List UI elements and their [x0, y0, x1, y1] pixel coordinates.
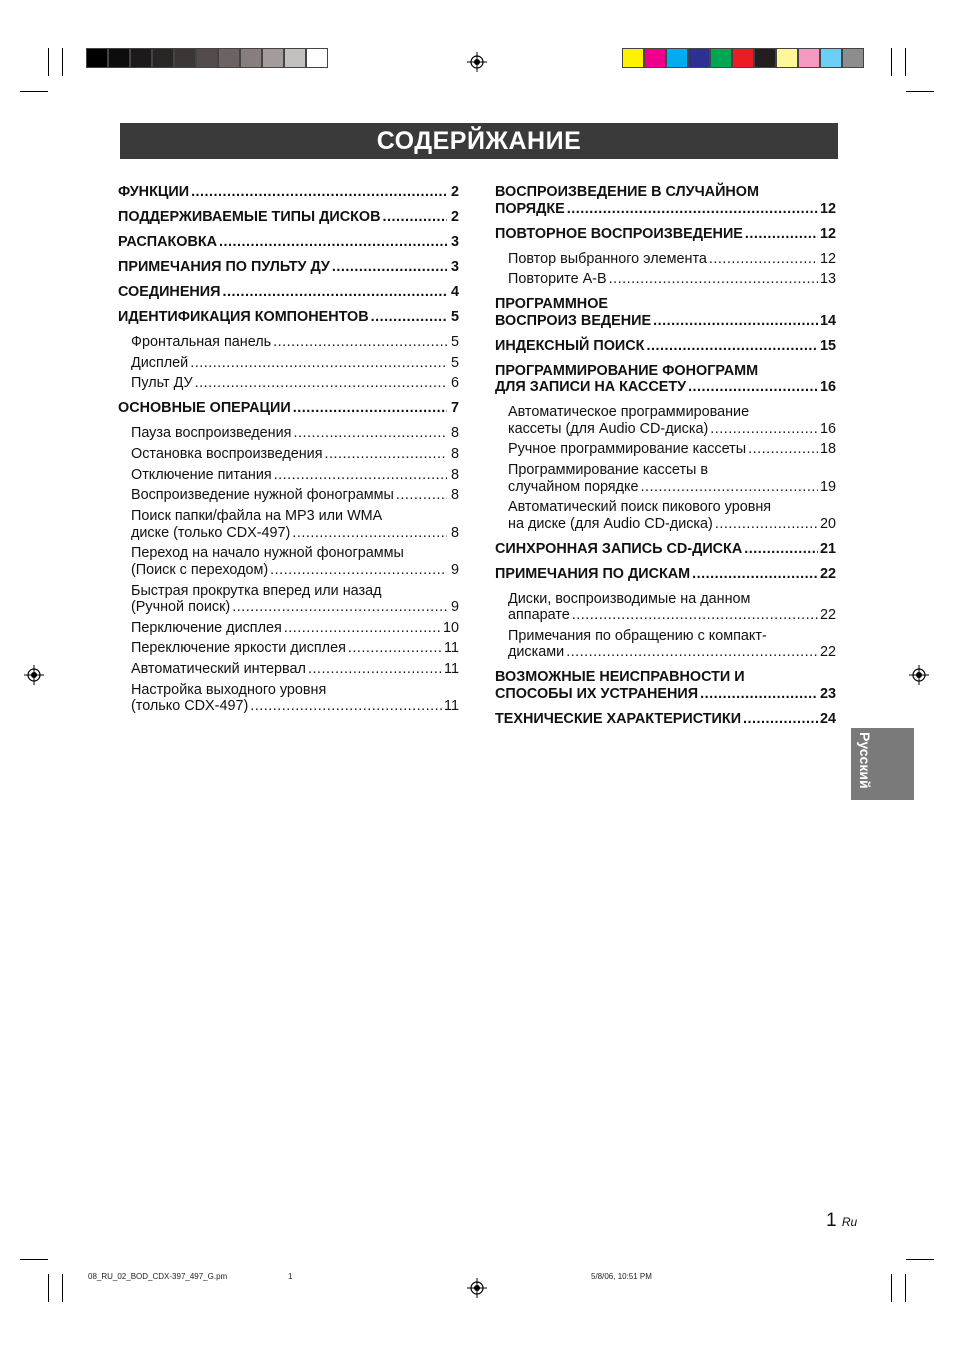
- toc-page-number: 11: [444, 640, 459, 657]
- toc-entry-label: Переход на начало нужной фонограммы: [131, 545, 404, 562]
- color-swatch: [306, 48, 328, 68]
- toc-leader-dots: [232, 599, 447, 616]
- toc-entry-label: ИДЕНТИФИКАЦИЯ КОМПОНЕНТОВ: [118, 309, 369, 325]
- toc-leader-dots: [646, 338, 818, 355]
- toc-entry-label: Перключение дисплея: [131, 619, 282, 636]
- toc-page-number: 12: [819, 250, 836, 267]
- toc-leader-dots: [325, 446, 448, 463]
- toc-page-number: 11: [444, 698, 459, 715]
- toc-leader-dots: [692, 566, 818, 583]
- toc-section-entry[interactable]: [495, 338, 836, 355]
- toc-entry-label: ПРИМЕЧАНИЯ ПО ПУЛЬТУ ДУ: [118, 259, 330, 275]
- toc-entry-line: [131, 562, 459, 579]
- toc-entry-label: Повтор выбранного элемента: [508, 250, 707, 267]
- color-swatch: [798, 48, 820, 68]
- toc-leader-dots: [250, 698, 442, 715]
- toc-subsection-entry[interactable]: [118, 355, 459, 372]
- toc-entry-label: СОЕДИНЕНИЯ: [118, 284, 221, 300]
- toc-subsection-entry[interactable]: [118, 661, 459, 678]
- toc-section-entry[interactable]: [118, 184, 459, 201]
- toc-page-number: 3: [450, 259, 459, 275]
- toc-entry-line: [131, 599, 459, 616]
- toc-entry-line: [508, 516, 836, 533]
- toc-section-entry[interactable]: [495, 363, 836, 396]
- toc-page-number: 2: [450, 184, 459, 200]
- color-swatch: [732, 48, 754, 68]
- toc-entry-line: [495, 379, 836, 396]
- toc-entry-label: Фронтальная панель: [131, 334, 272, 350]
- toc-entry-label-continued: диске (только CDX-497): [131, 524, 291, 541]
- toc-leader-dots: [688, 379, 818, 396]
- toc-section-entry[interactable]: [118, 209, 459, 226]
- page-number-value: 1: [826, 1210, 837, 1231]
- toc-page-number: 14: [819, 312, 836, 329]
- footer-page: 1: [288, 1272, 293, 1281]
- toc-subsection-entry[interactable]: [118, 446, 459, 463]
- toc-entry-label: ПРОГРАММИРОВАНИЕ ФОНОГРАММ: [495, 362, 759, 379]
- color-swatch: [240, 48, 262, 68]
- crop-mark: [48, 48, 49, 76]
- toc-entry-label: Воспроизведение нужной фонограммы: [131, 487, 394, 504]
- toc-entry-label: Отключение питания: [131, 466, 272, 483]
- toc-leader-dots: [274, 467, 447, 484]
- toc-subsection-entry[interactable]: [118, 640, 459, 657]
- color-swatch: [754, 48, 776, 68]
- toc-subsection-entry[interactable]: [495, 499, 836, 532]
- toc-page-number: 20: [819, 515, 836, 532]
- toc-left-column: [118, 184, 459, 715]
- color-swatch: [644, 48, 666, 68]
- toc-entry-label: ВОСПРОИЗВЕДЕНИЕ В СЛУЧАЙНОМ: [495, 184, 759, 200]
- toc-entry-label: Дисплей: [131, 354, 189, 371]
- toc-entry-line: [495, 201, 836, 218]
- toc-leader-dots: [293, 425, 447, 442]
- grayscale-calibration-bar: [86, 48, 328, 68]
- page-number: [826, 1210, 857, 1232]
- registration-mark-icon: [467, 52, 487, 72]
- toc-leader-dots: [748, 441, 818, 458]
- toc-section-entry[interactable]: [495, 296, 836, 329]
- toc-entry-label-continued: случайном порядке: [508, 478, 639, 495]
- toc-subsection-entry[interactable]: [118, 682, 459, 715]
- toc-subsection-entry[interactable]: [118, 375, 459, 392]
- toc-leader-dots: [572, 607, 818, 624]
- toc-page-number: 12: [819, 225, 836, 242]
- toc-leader-dots: [566, 644, 818, 661]
- toc-page-number: 22: [819, 565, 836, 582]
- color-swatch: [152, 48, 174, 68]
- toc-section-entry[interactable]: [495, 184, 836, 217]
- toc-leader-dots: [653, 313, 818, 330]
- color-swatch: [842, 48, 864, 68]
- toc-page-number: 10: [442, 619, 459, 636]
- toc-section-entry[interactable]: [118, 400, 459, 417]
- toc-entry-line: [508, 644, 836, 661]
- toc-entry-label: СИНХРОННАЯ ЗАПИСЬ CD-ДИСКА: [495, 540, 743, 557]
- toc-section-entry[interactable]: [118, 259, 459, 276]
- toc-leader-dots: [371, 309, 447, 326]
- toc-leader-dots: [396, 487, 447, 504]
- toc-entry-label: ФУНКЦИИ: [118, 184, 190, 200]
- toc-leader-dots: [195, 375, 447, 392]
- toc-subsection-entry[interactable]: [495, 591, 836, 624]
- toc-entry-label: Пауза воспроизведения: [131, 425, 292, 442]
- toc-entry-label: Повторите A-B: [508, 271, 607, 288]
- toc-entry-label: ИНДЕКСНЫЙ ПОИСК: [495, 337, 645, 354]
- toc-leader-dots: [293, 400, 447, 417]
- crop-mark: [62, 1274, 63, 1302]
- toc-page-number: 8: [450, 425, 459, 442]
- toc-section-entry[interactable]: [495, 566, 836, 583]
- color-swatch: [218, 48, 240, 68]
- crop-mark: [20, 91, 48, 92]
- toc-section-entry[interactable]: [495, 669, 836, 702]
- toc-page-number: 22: [819, 644, 836, 661]
- toc-entry-label-continued: ДЛЯ ЗАПИСИ НА КАССЕТУ: [495, 379, 687, 396]
- toc-section-entry[interactable]: [495, 711, 836, 728]
- toc-page-number: 22: [819, 607, 836, 624]
- toc-entry-label: Автоматический поиск пикового уровня: [508, 499, 772, 516]
- toc-page-number: 16: [819, 420, 836, 437]
- toc-leader-dots: [382, 209, 447, 226]
- color-swatch: [284, 48, 306, 68]
- toc-entry-label: ВОЗМОЖНЫЕ НЕИСПРАВНОСТИ И: [495, 669, 745, 686]
- toc-entry-label: ПОДДЕРЖИВАЕМЫЕ ТИПЫ ДИСКОВ: [118, 209, 381, 225]
- toc-page-number: 19: [819, 478, 836, 495]
- language-tab: [851, 728, 914, 800]
- crop-mark: [48, 1274, 49, 1302]
- crop-mark: [906, 91, 934, 92]
- toc-entry-line: [508, 479, 836, 496]
- toc-entry-label: Ручное программирование кассеты: [508, 441, 747, 458]
- toc-page-number: 3: [450, 234, 459, 250]
- toc-entry-label-continued: на диске (для Audio CD-диска): [508, 515, 713, 532]
- toc-leader-dots: [284, 620, 441, 637]
- toc-leader-dots: [743, 711, 818, 728]
- toc-page-number: 6: [450, 375, 459, 392]
- toc-entry-line: [131, 698, 459, 715]
- toc-entry-label: Программирование кассеты в: [508, 462, 709, 479]
- toc-page-number: 8: [450, 466, 459, 483]
- toc-entry-label: ПРОГРАММНОЕ: [495, 296, 608, 313]
- toc-leader-dots: [273, 334, 447, 351]
- toc-subsection-entry[interactable]: [495, 441, 836, 458]
- registration-mark-icon: [467, 1278, 487, 1298]
- toc-entry-label: Быстрая прокрутка вперед или назад: [131, 582, 382, 599]
- toc-page-number: 5: [450, 309, 459, 325]
- toc-entry-label: ПРИМЕЧАНИЯ ПО ДИСКАМ: [495, 565, 691, 582]
- toc-entry-label-continued: аппарате: [508, 607, 570, 624]
- toc-page-number: 7: [450, 400, 459, 417]
- registration-mark-icon: [24, 665, 44, 685]
- color-swatch: [710, 48, 732, 68]
- toc-leader-dots: [219, 234, 447, 251]
- toc-leader-dots: [700, 686, 818, 703]
- toc-entry-label: Переключение яркости дисплея: [131, 640, 346, 657]
- toc-leader-dots: [223, 284, 448, 301]
- toc-subsection-entry[interactable]: [118, 425, 459, 442]
- footer-datetime: 5/8/06, 10:51 PM: [591, 1272, 652, 1281]
- registration-mark-icon: [909, 665, 929, 685]
- toc-leader-dots: [715, 516, 818, 533]
- toc-page-number: 4: [450, 284, 459, 300]
- toc-leader-dots: [709, 251, 818, 268]
- page-number-suffix: Ru: [841, 1215, 858, 1229]
- color-swatch: [820, 48, 842, 68]
- toc-leader-dots: [270, 562, 447, 579]
- toc-leader-dots: [745, 226, 818, 243]
- toc-leader-dots: [640, 479, 818, 496]
- color-swatch: [108, 48, 130, 68]
- toc-leader-dots: [308, 661, 442, 678]
- toc-entry-label: Поиск папки/файла на MP3 или WMA: [131, 508, 383, 525]
- color-calibration-bar: [622, 48, 864, 68]
- toc-page-number: 9: [450, 599, 459, 615]
- toc-page-number: 9: [450, 561, 459, 578]
- toc-page-number: 11: [444, 661, 459, 678]
- toc-entry-line: [495, 313, 836, 330]
- toc-entry-label: Примечания по обращению с компакт-: [508, 627, 767, 644]
- toc-entry-label-continued: дисками: [508, 644, 565, 661]
- toc-entry-label-continued: ВОСПРОИЗ ВЕДЕНИЕ: [495, 312, 652, 329]
- page-title: СОДЕРЙЖАНИЕ: [120, 123, 838, 159]
- color-swatch: [130, 48, 152, 68]
- toc-entry-label-continued: (только CDX-497): [131, 698, 249, 715]
- toc-page-number: 21: [819, 540, 836, 557]
- toc-subsection-entry[interactable]: [495, 404, 836, 437]
- color-swatch: [174, 48, 196, 68]
- toc-entry-label: Остановка воспроизведения: [131, 446, 323, 463]
- toc-page-number: 23: [819, 685, 836, 702]
- toc-page-number: 24: [819, 710, 836, 727]
- toc-entry-label-continued: ПОРЯДКЕ: [495, 200, 565, 217]
- crop-mark: [891, 1274, 892, 1302]
- toc-section-entry[interactable]: [495, 226, 836, 243]
- crop-mark: [20, 1259, 48, 1260]
- toc-page-number: 18: [819, 441, 836, 458]
- toc-entry-line: [508, 607, 836, 624]
- toc-subsection-entry[interactable]: [118, 487, 459, 504]
- toc-entry-label: Настройка выходного уровня: [131, 681, 327, 698]
- toc-subsection-entry[interactable]: [495, 462, 836, 495]
- toc-leader-dots: [567, 201, 818, 218]
- toc-subsection-entry[interactable]: [495, 628, 836, 661]
- toc-page-number: 8: [450, 446, 459, 463]
- crop-mark: [905, 1274, 906, 1302]
- toc-leader-dots: [710, 421, 818, 438]
- toc-leader-dots: [348, 640, 442, 657]
- color-swatch: [196, 48, 218, 68]
- toc-leader-dots: [744, 541, 818, 558]
- toc-leader-dots: [332, 259, 447, 276]
- toc-page-number: 8: [450, 487, 459, 504]
- toc-entry-label: Диски, воспроизводимые на данном: [508, 590, 751, 607]
- color-swatch: [262, 48, 284, 68]
- toc-subsection-entry[interactable]: [118, 334, 459, 351]
- color-swatch: [666, 48, 688, 68]
- crop-mark: [891, 48, 892, 76]
- toc-entry-label: ПОВТОРНОЕ ВОСПРОИЗВЕДЕНИЕ: [495, 225, 743, 242]
- toc-leader-dots: [292, 525, 447, 542]
- toc-section-entry[interactable]: [118, 309, 459, 326]
- toc-subsection-entry[interactable]: [118, 467, 459, 484]
- crop-mark: [62, 48, 63, 76]
- toc-right-column: [495, 184, 836, 727]
- toc-leader-dots: [191, 184, 447, 201]
- toc-entry-label: Пульт ДУ: [131, 375, 193, 392]
- crop-mark: [906, 1259, 934, 1260]
- toc-page-number: 15: [819, 337, 836, 354]
- toc-entry-line: [131, 525, 459, 542]
- toc-entry-line: [495, 686, 836, 703]
- toc-page-number: 8: [450, 524, 459, 541]
- color-swatch: [776, 48, 798, 68]
- language-tab-label: Русский: [857, 732, 873, 789]
- toc-entry-label-continued: кассеты (для Audio CD-диска): [508, 420, 709, 437]
- toc-section-entry[interactable]: [495, 541, 836, 558]
- toc-page-number: 5: [450, 354, 459, 371]
- color-swatch: [622, 48, 644, 68]
- color-swatch: [688, 48, 710, 68]
- toc-entry-label: РАСПАКОВКА: [118, 234, 218, 250]
- toc-entry-line: [508, 421, 836, 438]
- toc-subsection-entry[interactable]: [118, 620, 459, 637]
- toc-subsection-entry[interactable]: [495, 271, 836, 288]
- toc-entry-label-continued: СПОСОБЫ ИХ УСТРАНЕНИЯ: [495, 685, 699, 702]
- toc-entry-label: ТЕХНИЧЕСКИЕ ХАРАКТЕРИСТИКИ: [495, 710, 742, 727]
- toc-entry-label: ОСНОВНЫЕ ОПЕРАЦИИ: [118, 400, 291, 417]
- toc-section-entry[interactable]: [118, 234, 459, 251]
- toc-subsection-entry[interactable]: [118, 508, 459, 541]
- toc-page-number: 5: [450, 334, 459, 350]
- crop-mark: [905, 48, 906, 76]
- toc-page-number: 16: [819, 379, 836, 396]
- toc-entry-label: Автоматический интервал: [131, 661, 306, 678]
- toc-entry-label-continued: (Ручной поиск): [131, 599, 231, 615]
- toc-page-number: 13: [819, 271, 836, 288]
- color-swatch: [86, 48, 108, 68]
- toc-section-entry[interactable]: [118, 284, 459, 301]
- toc-page-number: 12: [819, 200, 836, 217]
- toc-subsection-entry[interactable]: [495, 251, 836, 268]
- toc-entry-label: Автоматическое программирование: [508, 404, 750, 421]
- footer-filename: 08_RU_02_BOD_CDX-397_497_G.pm: [88, 1272, 228, 1281]
- toc-page-number: 2: [450, 209, 459, 225]
- toc-subsection-entry[interactable]: [118, 583, 459, 616]
- toc-leader-dots: [190, 355, 447, 372]
- toc-subsection-entry[interactable]: [118, 545, 459, 578]
- toc-leader-dots: [609, 271, 818, 288]
- toc-entry-label-continued: (Поиск с переходом): [131, 561, 269, 578]
